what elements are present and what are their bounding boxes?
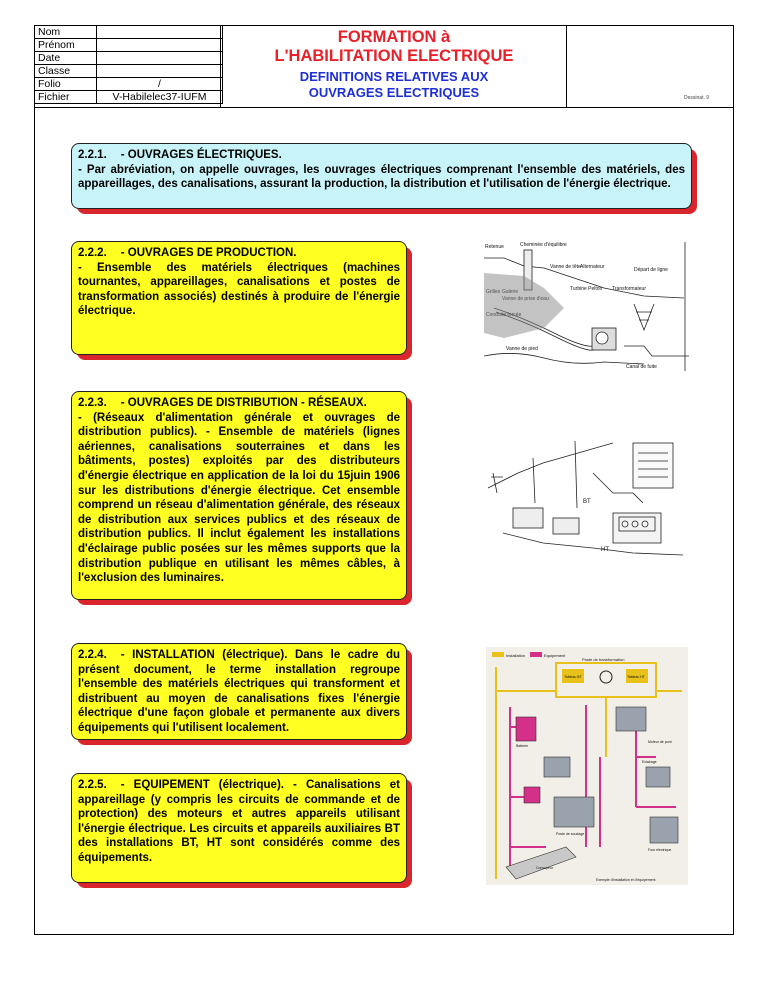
hydro-label: Vanne de tête <box>550 264 581 270</box>
hydro-label: Turbine Pelton <box>570 286 603 292</box>
field-label: Nom <box>35 26 97 39</box>
title-line-2: L'HABILITATION ELECTRIQUE <box>274 47 514 65</box>
identity-table <box>34 25 223 104</box>
document-subtitle <box>222 69 566 101</box>
field-value[interactable] <box>97 39 223 52</box>
installation-label: Eclairage <box>642 760 657 764</box>
field-label: Date <box>35 52 97 65</box>
field-value[interactable] <box>97 26 223 39</box>
section-number: 2.2.4. <box>78 649 107 661</box>
section-number: 2.2.1. <box>78 149 107 161</box>
field-row-folio <box>35 78 223 91</box>
subtitle-line-1: DEFINITIONS RELATIVES AUX <box>299 69 489 84</box>
section-body: - Ensemble des matériels électriques (machines tournantes, appareillages, canalisations et postes de transformation associés) destinés à produire de l'énergie électrique. <box>78 261 400 318</box>
field-row-fichier <box>35 91 223 104</box>
section-heading: - INSTALLATION (électrique). <box>120 649 288 661</box>
field-label: Folio <box>35 78 97 91</box>
installation-label: Tableau BT <box>564 675 582 679</box>
subtitle-line-2: OUVRAGES ELECTRIQUES <box>308 85 480 100</box>
section-number: 2.2.5. <box>78 779 107 791</box>
header-separator-right <box>566 25 567 107</box>
hydro-label: Alternateur <box>580 264 605 270</box>
section-heading: - EQUIPEMENT (électrique). <box>120 779 284 791</box>
section-heading: - OUVRAGES DE PRODUCTION. <box>120 247 297 259</box>
installation-label: Four électrique <box>648 848 672 852</box>
hydro-label: Retenue <box>485 244 504 250</box>
field-label: Prénom <box>35 39 97 52</box>
field-row-prenom <box>35 39 223 52</box>
section-installation <box>71 643 407 740</box>
distribution-label: HT <box>601 547 609 553</box>
section-ouvrages-electriques <box>71 143 692 209</box>
legend-installation-label: Installation <box>506 653 526 658</box>
installation-label: Poste de soudage <box>556 832 585 836</box>
distribution-label: BT <box>583 499 591 505</box>
field-value: V-Habilelec37-IUFM <box>97 91 223 104</box>
installation-label: Moteur de pont <box>648 740 672 744</box>
section-number: 2.2.3. <box>78 397 107 409</box>
legend-equipement-swatch <box>530 652 542 657</box>
section-body: - Par abréviation, on appelle ouvrages, les ouvrages électriques comprenant l'ensemble des matériels, des appareillages, des canalisations, assurant la production, la distribution et l'utilisation de l'énergie électrique. <box>78 163 685 191</box>
hydro-label: Transformateur <box>612 286 646 292</box>
field-row-nom <box>35 26 223 39</box>
distribution-network-illustration <box>483 433 688 571</box>
field-row-classe <box>35 65 223 78</box>
legend-equipement-label: Equipement <box>544 653 566 658</box>
section-ouvrages-distribution <box>71 391 407 600</box>
hydro-label: Vanne de pied <box>506 346 538 352</box>
hydro-plant-illustration <box>484 238 690 371</box>
section-body: - (Réseaux d'alimentation générale et ouvrages de distribution publics). - Ensemble de matériels (lignes aériennes, canalisations souterraines et dans les bâtiments, postes) exploités par des distributeurs d'énergie électrique en application de la loi du 15juin 1906 sur les distributions d'énergie électrique. Cet ensemble comprend un réseau d'alimentation générale, des réseaux de distribution aux services publics et des réseaux de distribution publics. Il inclut également les installations d'éclairage public posées sur les mêmes supports que la distribution publique en utilisant les mêmes câbles, à l'exclusion des luminaires. <box>78 411 400 585</box>
installation-label: Tableau HT <box>627 675 645 679</box>
field-value[interactable] <box>97 52 223 65</box>
section-equipement <box>71 773 407 883</box>
legend-installation-swatch <box>492 652 504 657</box>
section-body: - Canalisations et appareillage (y compris les circuits de commande et de protection) des moteurs et autres appareils utilisant l'énergie électrique. Les circuits et appareils auxiliaires BT des installations BT, HT sont considérés comme des équipements. <box>78 779 401 864</box>
section-number: 2.2.2. <box>78 247 107 259</box>
header-separator-left <box>220 25 221 107</box>
field-value: / <box>97 78 223 91</box>
section-ouvrages-production <box>71 241 407 355</box>
field-value[interactable] <box>97 65 223 78</box>
corner-note: Dessinat. 9 <box>684 95 710 101</box>
installation-label: Poste de transformation <box>582 657 625 662</box>
field-label: Fichier <box>35 91 97 104</box>
header-divider <box>34 107 734 108</box>
hydro-label: Cheminée d'équilibre <box>520 242 567 248</box>
section-heading: - OUVRAGES ÉLECTRIQUES. <box>120 149 282 161</box>
document-title <box>222 28 566 66</box>
section-heading: - OUVRAGES DE DISTRIBUTION - RÉSEAUX. <box>120 397 367 409</box>
installation-label: Batterie <box>516 744 529 748</box>
field-row-date <box>35 52 223 65</box>
hydro-label: Départ de ligne <box>634 267 668 273</box>
field-label: Classe <box>35 65 97 78</box>
hydro-label: Canal de fuite <box>626 364 657 370</box>
installation-equipment-illustration <box>486 647 688 885</box>
installation-label: Convoyeur <box>536 866 553 870</box>
installation-caption: Exemple d'installation et d'équipement <box>596 878 656 882</box>
section-body: Dans le cadre du présent document, le terme installation regroupe l'ensemble des matériels électriques qui transforment et distribuent au moyen de canalisations fixes l'énergie électrique d'une façon globale et permanente aux divers équipements qui l'utilisent localement. <box>78 649 400 734</box>
title-line-1: FORMATION à <box>337 28 451 46</box>
